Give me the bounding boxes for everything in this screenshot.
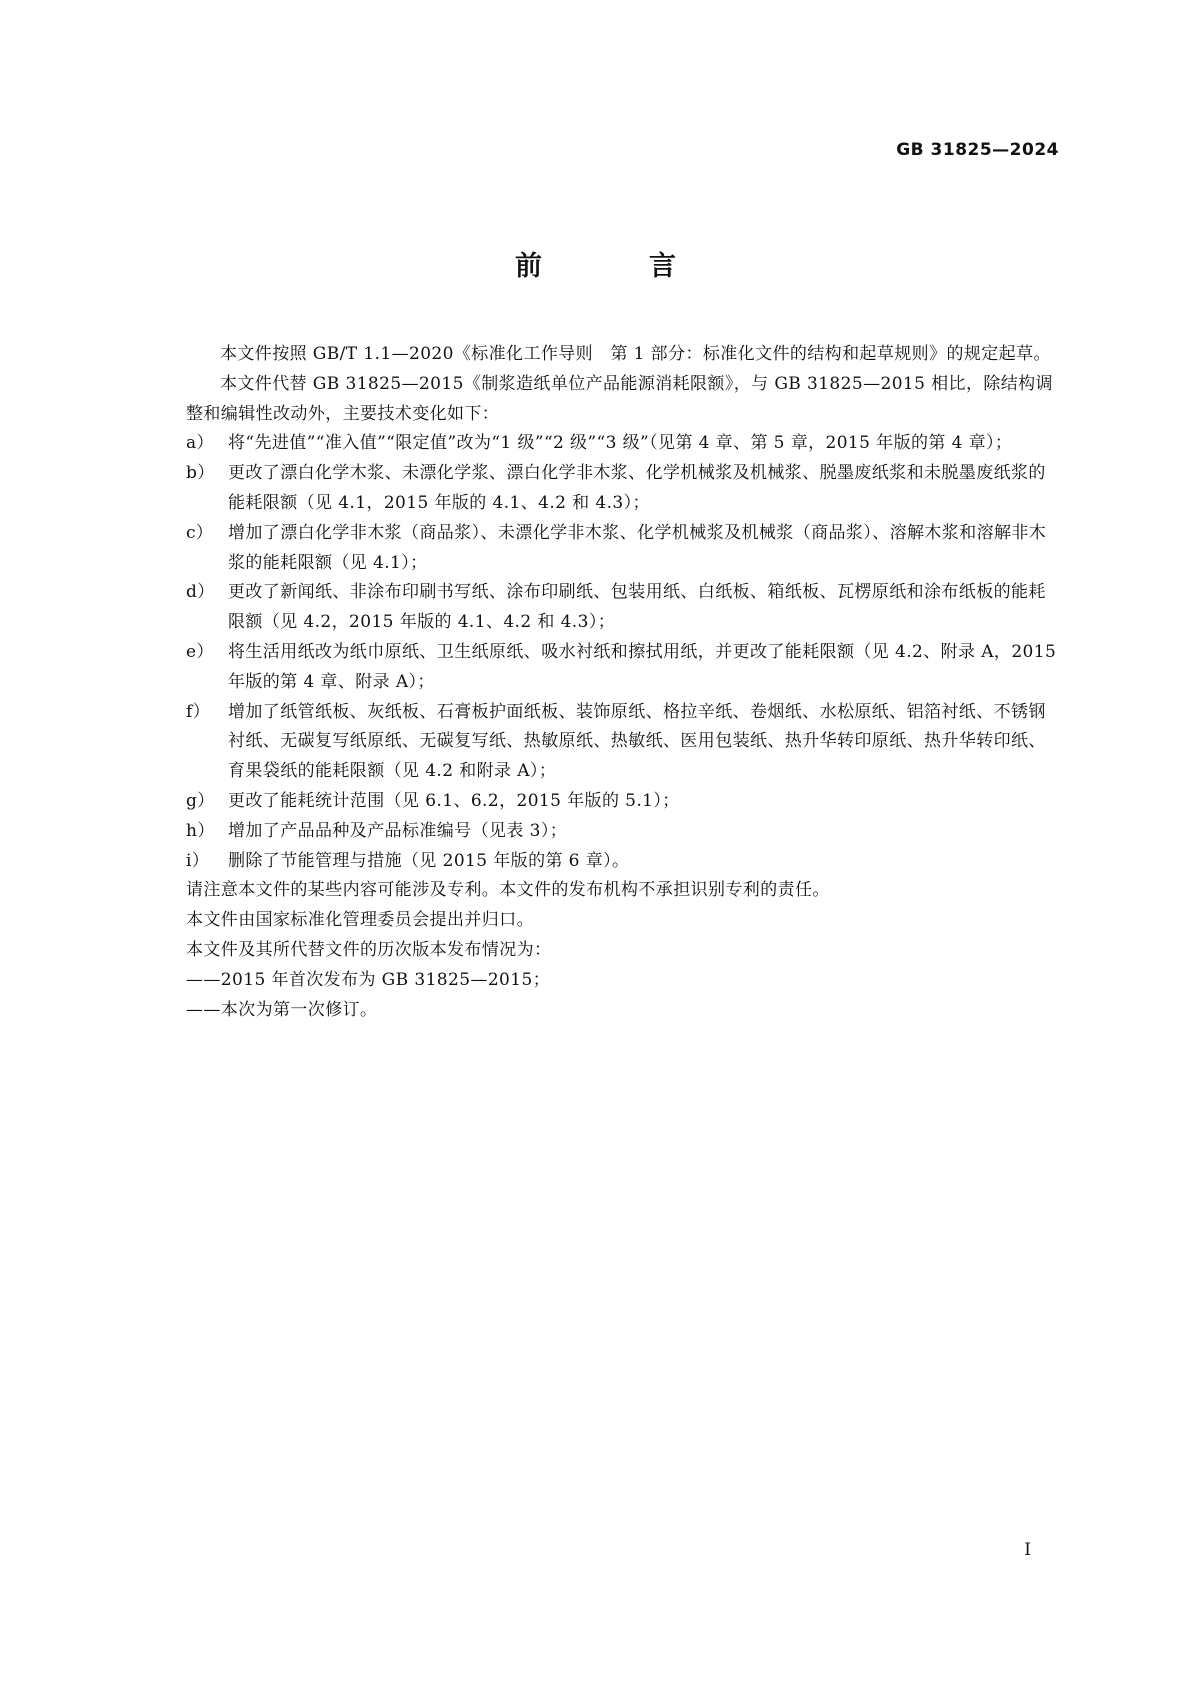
list-text: 删除了节能管理与措施（见 2015 年版的第 6 章）。 [228, 850, 630, 871]
list-item [186, 698, 1062, 787]
page-number: I [1024, 1540, 1031, 1560]
list-text: 将“先进值”“准入值”“限定值”改为“1 级”“2 级”“3 级”（见第 4 章、第 5 章，2015 年版的第 4 章）； [228, 433, 1013, 454]
list-text: 将生活用纸改为纸巾原纸、卫生纸原纸、吸水衬纸和擦拭用纸，并更改了能耗限额（见 4.2、附录 A，2015 年版的第 4 章、附录 A）； [228, 641, 1057, 692]
list-item [186, 787, 1062, 817]
history-item: ——2015 年首次发布为 GB 31825—2015； [186, 969, 551, 990]
list-text: 更改了能耗统计范围（见 6.1、6.2，2015 年版的 5.1）； [228, 790, 680, 811]
paragraph-proposer: 本文件由国家标准化管理委员会提出并归口。 [186, 910, 534, 931]
list-item [186, 638, 1062, 698]
list-text: 更改了漂白化学木浆、未漂化学浆、漂白化学非木浆、化学机械浆及机械浆、脱墨废纸浆和未脱墨废纸浆的能耗限额（见 4.1，2015 年版的 4.1、4.2 和 4.3）； [228, 463, 1046, 513]
list-marker: a） [186, 433, 214, 454]
list-marker: f） [186, 701, 211, 722]
list-item [186, 429, 1062, 459]
list-marker: g） [186, 790, 215, 811]
list-text: 更改了新闻纸、非涂布印刷书写纸、涂布印刷纸、包装用纸、白纸板、箱纸板、瓦楞原纸和涂布纸板的能耗限额（见 4.2，2015 年版的 4.1、4.2 和 4.3）； [228, 582, 1046, 633]
foreword-body [186, 340, 1062, 1025]
list-marker: b） [186, 463, 215, 484]
changes-list [186, 429, 1062, 876]
history-item: ——本次为第一次修订。 [186, 999, 378, 1020]
list-marker: i） [186, 850, 210, 871]
list-text: 增加了产品品种及产品标准编号（见表 3）； [228, 820, 568, 841]
list-item [186, 459, 1062, 519]
list-marker: c） [186, 522, 214, 543]
standard-code: GB 31825—2024 [896, 140, 1059, 160]
list-item [186, 519, 1062, 579]
paragraph-replacement: 本文件代替 GB 31825—2015《制浆造纸单位产品能源消耗限额》，与 GB 31825—2015 相比，除结构调整和编辑性改动外，主要技术变化如下： [186, 373, 1053, 424]
list-marker: d） [186, 582, 215, 603]
list-item [186, 578, 1062, 638]
paragraph-history-intro: 本文件及其所代替文件的历次版本发布情况为： [186, 939, 552, 960]
paragraph-drafting-rule: 本文件按照 GB/T 1.1—2020《标准化工作导则 第 1 部分：标准化文件的结构和起草规则》的规定起草。 [220, 344, 1051, 364]
list-item [186, 817, 1062, 847]
paragraph-patent-notice: 请注意本文件的某些内容可能涉及专利。本文件的发布机构不承担识别专利的责任。 [186, 880, 830, 901]
list-text: 增加了纸管纸板、灰纸板、石膏板护面纸板、装饰原纸、格拉辛纸、卷烟纸、水松原纸、铝箔衬纸、不锈钢衬纸、无碳复写纸原纸、无碳复写纸、热敏原纸、热敏纸、医用包装纸、热升华转印原纸、热升华转印纸、育果袋纸的能耗限额（见 4.2 和附录 A）； [228, 701, 1046, 782]
page-title: 前 言 [515, 251, 716, 282]
list-marker: e） [186, 641, 214, 662]
list-item [186, 847, 1062, 877]
list-marker: h） [186, 820, 215, 841]
list-text: 增加了漂白化学非木浆（商品浆）、未漂化学非木浆、化学机械浆及机械浆（商品浆）、溶解木浆和溶解非木浆的能耗限额（见 4.1）； [228, 522, 1047, 573]
